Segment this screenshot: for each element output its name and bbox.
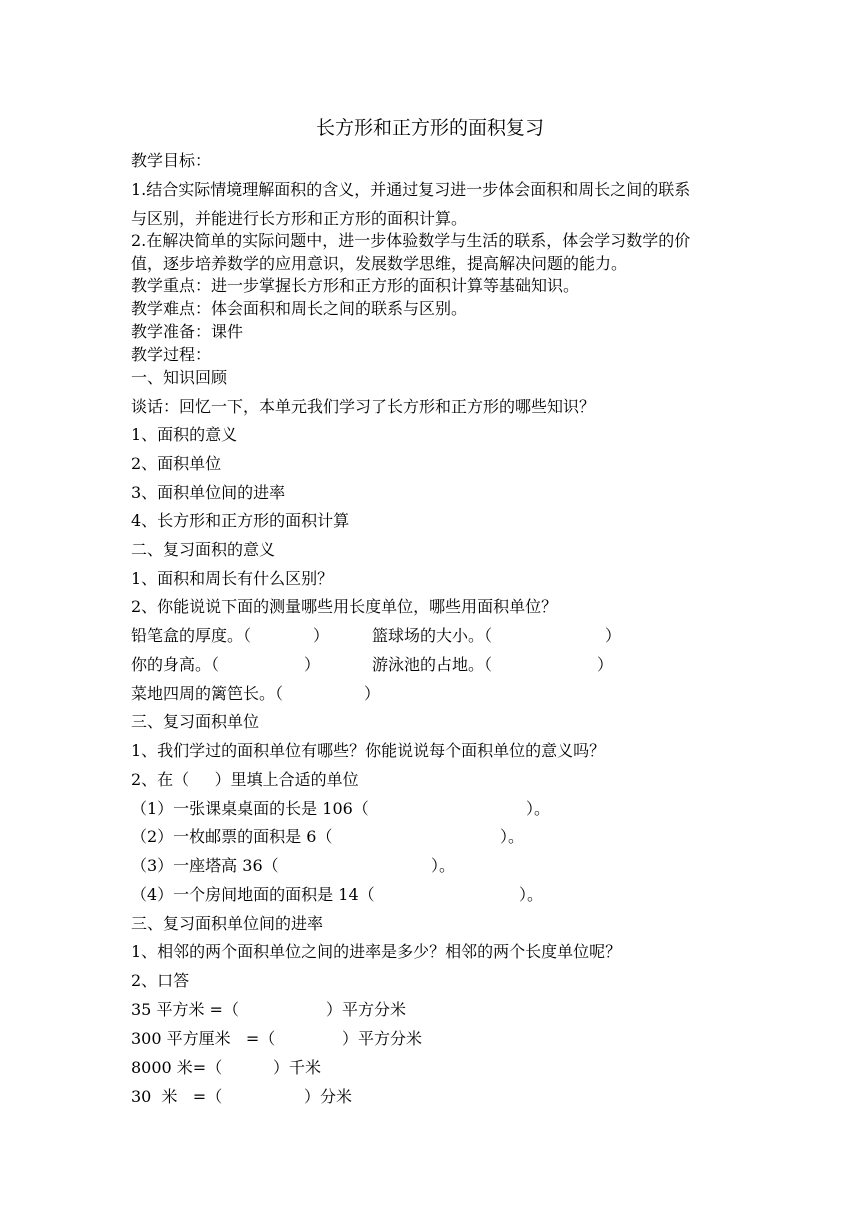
oral-item-4-unit: ）分米 (304, 1087, 353, 1106)
objective-2-line-1: 2.在解决简单的实际问题中，进一步体验数学与生活的联系，体会学习数学的价 (131, 231, 691, 250)
fill-item-4: （4）一个房间地面的面积是 14（ (131, 885, 375, 904)
measure-pool-close: ） (597, 655, 614, 674)
fill-item-3-close: ）。 (431, 856, 456, 875)
process-heading: 教学过程： (131, 345, 212, 364)
objectives-heading: 教学目标： (131, 151, 212, 170)
measure-pool: 游泳池的占地。（ (372, 655, 493, 674)
section-2-heading: 二、复习面积的意义 (131, 540, 276, 559)
measure-fence: 菜地四周的篱笆长。（ (131, 684, 284, 703)
measure-height-close: ） (304, 655, 321, 674)
oral-item-4: 30 米 =（ (131, 1087, 223, 1106)
section-2-question-2: 2、你能说说下面的测量哪些用长度单位，哪些用面积单位？ (131, 597, 558, 616)
measure-fence-close: ） (364, 684, 381, 703)
measure-height: 你的身高。（ (131, 655, 220, 674)
section-3-heading: 三、复习面积单位 (131, 712, 260, 731)
preparation: 教学准备：课件 (131, 322, 244, 341)
oral-item-2: 300 平方厘米 =（ (131, 1029, 276, 1048)
review-item-4: 4、长方形和正方形的面积计算 (131, 511, 350, 530)
oral-item-3-unit: ）千米 (273, 1058, 322, 1077)
objective-2-line-2: 值，逐步培养数学的应用意识，发展数学思维，提高解决问题的能力。 (131, 254, 628, 273)
oral-item-2-unit: ）平方分米 (342, 1029, 423, 1048)
fill-item-3: （3）一座塔高 36（ (131, 856, 279, 875)
section-3-question-2: 2、在（ ）里填上合适的单位 (131, 770, 359, 789)
review-item-1: 1、面积的意义 (131, 425, 238, 444)
fill-item-2-close: ）。 (500, 827, 525, 846)
measure-pencil-box: 铅笔盒的厚度。（ (131, 626, 252, 645)
fill-item-4-close: ）。 (519, 885, 544, 904)
objective-1-line-2: 与区别，并能进行长方形和正方形的面积计算。 (131, 209, 468, 228)
section-4-question-1: 1、相邻的两个面积单位之间的进率是多少？相邻的两个长度单位呢？ (131, 942, 622, 961)
talk-line: 谈话：回忆一下，本单元我们学习了长方形和正方形的哪些知识？ (131, 397, 596, 416)
section-4-question-2: 2、口答 (131, 971, 190, 990)
difficulties: 教学难点：体会面积和周长之间的联系与区别。 (131, 299, 468, 318)
measure-basketball-close: ） (605, 626, 622, 645)
measure-basketball: 篮球场的大小。（ (372, 626, 493, 645)
review-item-2: 2、面积单位 (131, 454, 222, 473)
oral-item-1: 35 平方米 =（ (131, 1000, 239, 1019)
fill-item-1-close: ）。 (526, 799, 551, 818)
oral-item-3: 8000 米=（ (131, 1058, 223, 1077)
document-title: 长方形和正方形的面积复习 (315, 117, 544, 139)
oral-item-1-unit: ）平方分米 (326, 1000, 407, 1019)
key-points: 教学重点：进一步掌握长方形和正方形的面积计算等基础知识。 (131, 276, 580, 295)
objective-1-line-1: 1.结合实际情境理解面积的含义，并通过复习进一步体会面积和周长之间的联系 (131, 180, 691, 199)
section-1-heading: 一、知识回顾 (131, 368, 228, 387)
section-2-question-1: 1、面积和周长有什么区别？ (131, 569, 334, 588)
section-4-heading: 三、复习面积单位间的进率 (131, 914, 324, 933)
section-3-question-1: 1、我们学过的面积单位有哪些？你能说说每个面积单位的意义吗？ (131, 741, 606, 760)
fill-item-1: （1）一张课桌桌面的长是 106（ (131, 799, 369, 818)
fill-item-2: （2）一枚邮票的面积是 6（ (131, 827, 333, 846)
measure-pencil-box-close: ） (313, 626, 330, 645)
review-item-3: 3、面积单位间的进率 (131, 483, 286, 502)
